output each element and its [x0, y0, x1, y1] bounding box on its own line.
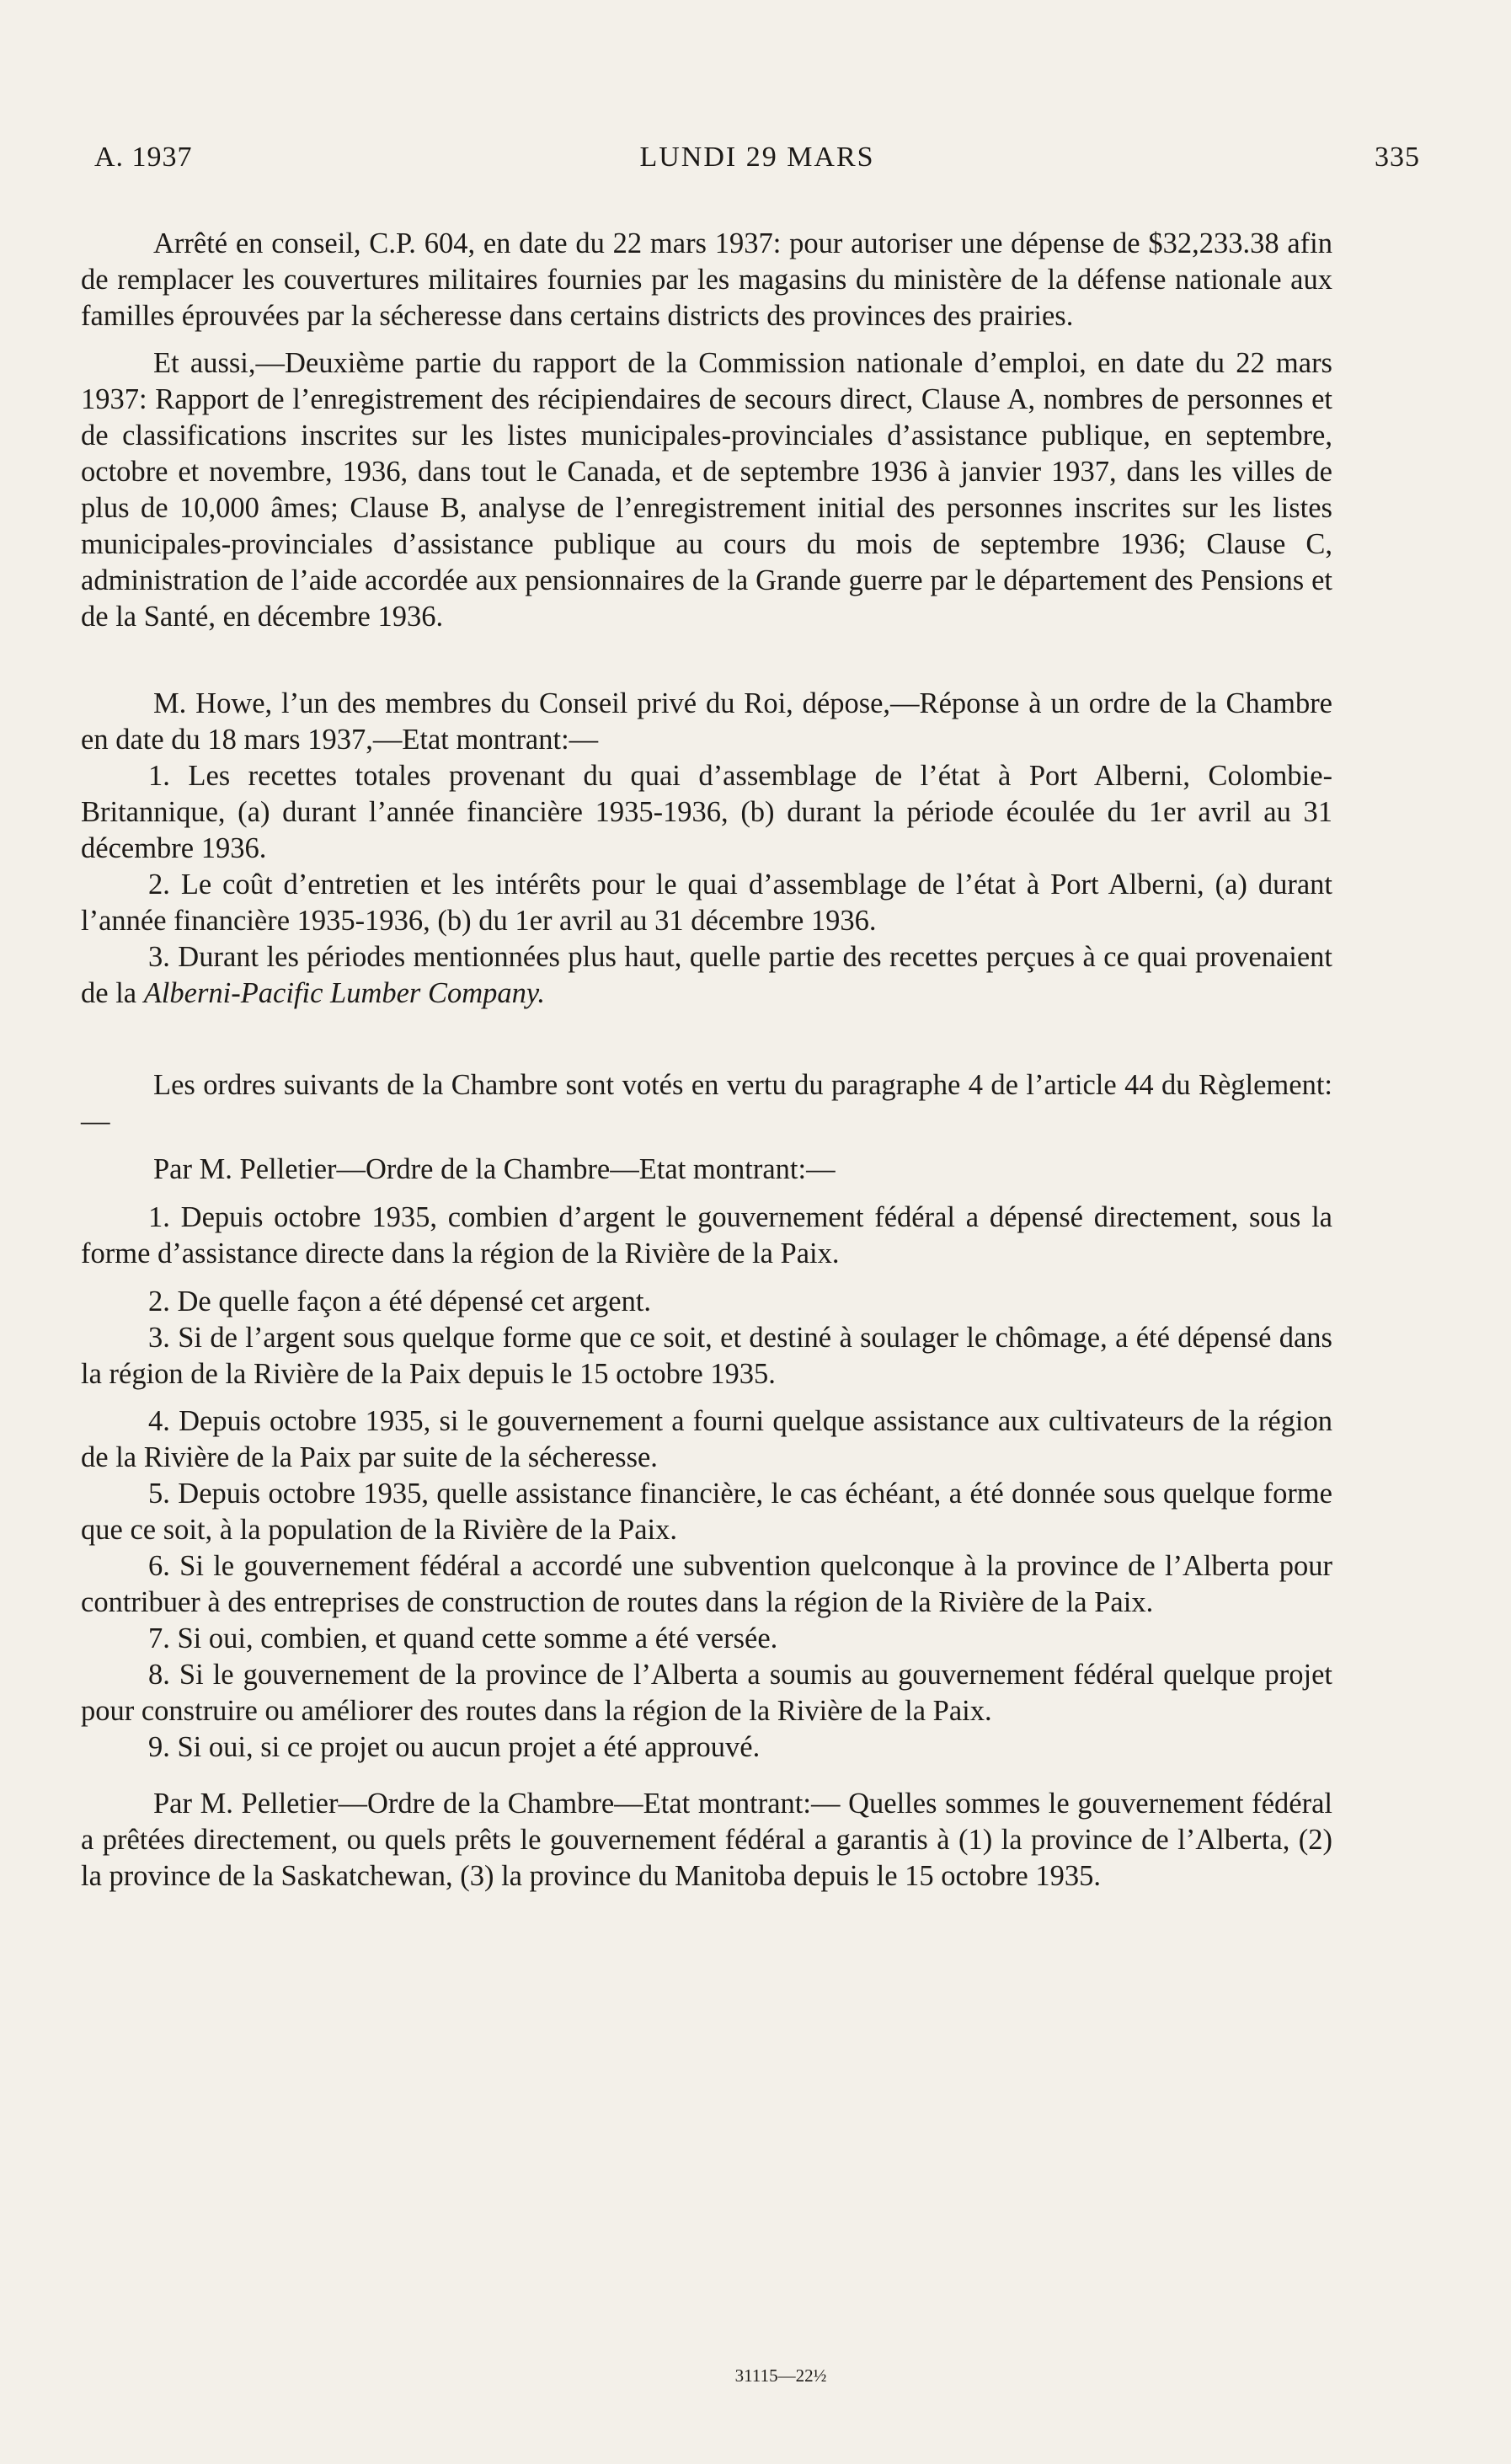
company-name: Alberni-Pacific Lumber Company.	[143, 977, 545, 1009]
document-body	[81, 226, 1332, 1895]
paragraph-howe: M. Howe, l’un des membres du Conseil privé du Roi, dépose,—Réponse à un ordre de la Chambre en date du 18 mars 1937,—Etat montrant:—	[81, 687, 1332, 756]
list-item-pelletier-6: 6. Si le gouvernement fédéral a accordé une subvention quelconque à la province de l’Alberta pour contribuer à des entreprises de construction de routes dans la région de la Rivière de la Paix.	[81, 1550, 1332, 1618]
list-item-pelletier-9: 9. Si oui, si ce projet ou aucun projet a été approuvé.	[148, 1731, 761, 1763]
paragraph-pelletier-2: Par M. Pelletier—Ordre de la Chambre—Etat montrant:— Quelles sommes le gouvernement fédéral a prêtées directement, ou quels prêts le gouvernement fédéral a garantis à (1) la province de l’Alberta, (2) la province de la Saskatchewan, (3) la province du Manitoba depuis le 15 octobre 1935.	[81, 1788, 1332, 1892]
list-item-howe-1: 1. Les recettes totales provenant du quai d’assemblage de l’état à Port Alberni, Colombie-Britannique, (a) durant l’année financière 1935-1936, (b) durant la période écoulée du 1er avril au 31 décembre 1936.	[81, 760, 1332, 864]
page-number: 335	[1375, 142, 1420, 173]
paragraph-pelletier-1: Par M. Pelletier—Ordre de la Chambre—Etat montrant:—	[153, 1153, 836, 1185]
list-item-pelletier-5: 5. Depuis octobre 1935, quelle assistance financière, le cas échéant, a été donnée sous quelque forme que ce soit, à la population de la Rivière de la Paix.	[81, 1478, 1332, 1546]
list-item-pelletier-7: 7. Si oui, combien, et quand cette somme a été versée.	[148, 1622, 778, 1654]
header-date: LUNDI 29 MARS	[639, 142, 875, 173]
list-item-pelletier-1: 1. Depuis octobre 1935, combien d’argent le gouvernement fédéral a dépensé directement, sous la forme d’assistance directe dans la région de la Rivière de la Paix.	[81, 1201, 1332, 1269]
list-item-pelletier-8: 8. Si le gouvernement de la province de l’Alberta a soumis au gouvernement fédéral quelque projet pour construire ou améliorer des routes dans la région de la Rivière de la Paix.	[81, 1659, 1332, 1727]
list-item-pelletier-2: 2. De quelle façon a été dépensé cet argent.	[148, 1285, 652, 1318]
paragraph-ordres-suivants: Les ordres suivants de la Chambre sont votés en vertu du paragraphe 4 de l’article 44 du Règlement:—	[81, 1069, 1332, 1137]
list-item-pelletier-4: 4. Depuis octobre 1935, si le gouvernement a fourni quelque assistance aux cultivateurs de la région de la Rivière de la Paix par suite de la sécheresse.	[81, 1405, 1332, 1473]
list-item-howe-3	[81, 939, 1332, 1012]
running-header	[94, 142, 1420, 179]
paragraph-et-aussi: Et aussi,—Deuxième partie du rapport de la Commission nationale d’emploi, en date du 22 mars 1937: Rapport de l’enregistrement des récipiendaires de secours direct, Clause A, nombres de personnes et de classifications inscrites sur les listes municipales-provinciales d’assistance publique, en septembre, octobre et novembre, 1936, dans tout le Canada, et de septembre 1936 à janvier 1937, dans les villes de plus de 10,000 âmes; Clause B, analyse de l’enregistrement initial des personnes inscrites sur les listes municipales-provinciales d’assistance publique au cours du mois de septembre 1936; Clause C, administration de l’aide accordée aux pensionnaires de la Grande guerre par le département des Pensions et de la Santé, en décembre 1936.	[81, 347, 1332, 633]
list-item-pelletier-3: 3. Si de l’argent sous quelque forme que ce soit, et destiné à soulager le chômage, a été dépensé dans la région de la Rivière de la Paix depuis le 15 octobre 1935.	[81, 1322, 1332, 1390]
header-year: A. 1937	[94, 142, 193, 173]
paragraph-arrete: Arrêté en conseil, C.P. 604, en date du 22 mars 1937: pour autoriser une dépense de $32,233.38 afin de remplacer les couvertures militaires fournies par les magasins du ministère de la défense nationale aux familles éprouvées par la sécheresse dans certains districts des provinces des prairies.	[81, 227, 1332, 332]
printer-code: 31115—22½	[734, 2365, 827, 2386]
list-item-howe-3-text: 3. Durant les périodes mentionnées plus haut, quelle partie des recettes perçues à ce quai provenaient de la	[81, 941, 1332, 1009]
list-item-howe-2: 2. Le coût d’entretien et les intérêts pour le quai d’assemblage de l’état à Port Alberni, (a) durant l’année financière 1935-1936, (b) du 1er avril au 31 décembre 1936.	[81, 869, 1332, 937]
